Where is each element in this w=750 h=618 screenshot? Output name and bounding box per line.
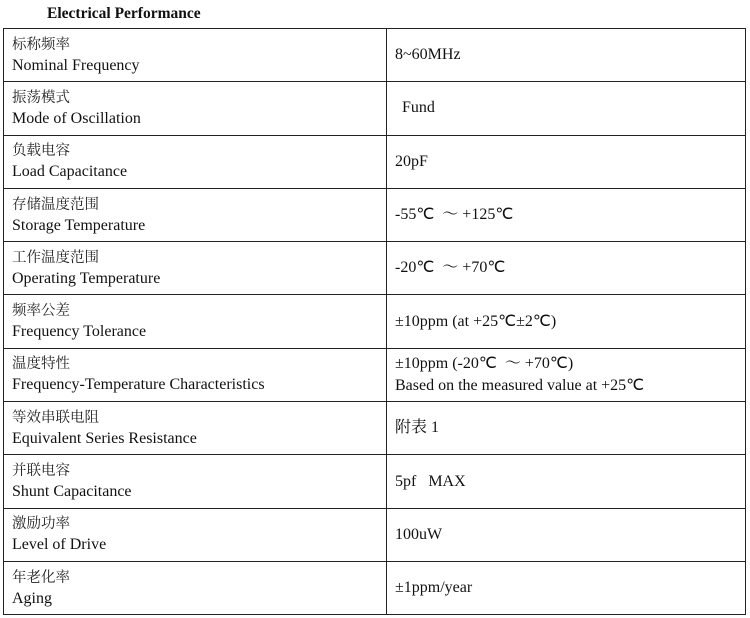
parameter-name-en: Level of Drive	[12, 536, 107, 554]
parameter-name-zh: 频率公差	[12, 303, 70, 320]
table-row	[4, 402, 746, 455]
parameter-name-zh: 并联电容	[12, 463, 70, 480]
value-cell	[387, 242, 746, 295]
value-cell	[387, 135, 746, 188]
value-cell	[387, 82, 746, 135]
parameter-value: Fund	[402, 99, 435, 117]
parameter-name-en: Mode of Oscillation	[12, 109, 141, 127]
parameter-value: -20℃ ～ +70℃	[395, 259, 506, 277]
value-cell	[387, 508, 746, 561]
table-row	[4, 242, 746, 295]
parameter-cell	[4, 508, 387, 561]
parameter-cell	[4, 188, 387, 241]
table-row	[4, 508, 746, 561]
parameter-value: 100uW	[395, 525, 443, 543]
value-cell	[387, 402, 746, 455]
parameter-name-zh: 标称频率	[12, 36, 70, 53]
parameter-name-en: Operating Temperature	[12, 269, 161, 287]
table-row	[4, 455, 746, 508]
parameter-name-en: Equivalent Series Resistance	[12, 429, 197, 447]
parameter-name-zh: 温度特性	[12, 356, 70, 373]
parameter-cell	[4, 242, 387, 295]
table-row	[4, 348, 746, 401]
parameter-name-en: Load Capacitance	[12, 163, 128, 181]
parameter-value: 20pF	[395, 152, 428, 170]
parameter-name-zh: 存储温度范围	[12, 196, 99, 213]
parameter-value: 8~60MHz	[395, 46, 461, 64]
parameter-name-en: Aging	[12, 589, 52, 607]
table-row	[4, 82, 746, 135]
parameter-cell	[4, 82, 387, 135]
parameter-name-zh: 等效串联电阻	[12, 409, 99, 426]
parameter-cell	[4, 295, 387, 348]
parameter-cell	[4, 402, 387, 455]
parameter-name-zh: 振荡模式	[12, 89, 70, 106]
value-cell	[387, 188, 746, 241]
table-row	[4, 29, 746, 82]
parameter-name-zh: 负载电容	[12, 143, 70, 160]
parameter-value: 5pf MAX	[395, 472, 466, 490]
parameter-name-zh: 工作温度范围	[12, 249, 99, 266]
electrical-performance-table	[3, 28, 746, 615]
parameter-cell	[4, 135, 387, 188]
parameter-value-note: Based on the measured value at +25℃	[395, 376, 645, 394]
parameter-name-en: Storage Temperature	[12, 216, 146, 234]
parameter-value: -55℃ ～ +125℃	[395, 206, 514, 224]
value-cell	[387, 455, 746, 508]
section-title: Electrical Performance	[47, 5, 201, 22]
table-row	[4, 561, 746, 614]
parameter-cell	[4, 29, 387, 82]
parameter-value: ±1ppm/year	[395, 579, 473, 597]
table-row	[4, 188, 746, 241]
parameter-value: ±10ppm (-20℃ ～ +70℃)	[395, 354, 574, 372]
parameter-name-en: Nominal Frequency	[12, 56, 140, 74]
parameter-cell	[4, 348, 387, 401]
parameter-value: 附表 1	[395, 419, 440, 437]
table-row	[4, 135, 746, 188]
parameter-name-zh: 年老化率	[12, 569, 70, 586]
parameter-name-zh: 激励功率	[12, 516, 70, 533]
parameter-name-en: Frequency Tolerance	[12, 323, 147, 341]
parameter-name-en: Frequency-Temperature Characteristics	[12, 376, 265, 394]
parameter-value: ±10ppm (at +25℃±2℃)	[395, 312, 557, 330]
parameter-name-en: Shunt Capacitance	[12, 483, 132, 501]
parameter-cell	[4, 455, 387, 508]
value-cell	[387, 29, 746, 82]
value-cell	[387, 348, 746, 401]
table-row	[4, 295, 746, 348]
value-cell	[387, 561, 746, 614]
value-cell	[387, 295, 746, 348]
parameter-cell	[4, 561, 387, 614]
